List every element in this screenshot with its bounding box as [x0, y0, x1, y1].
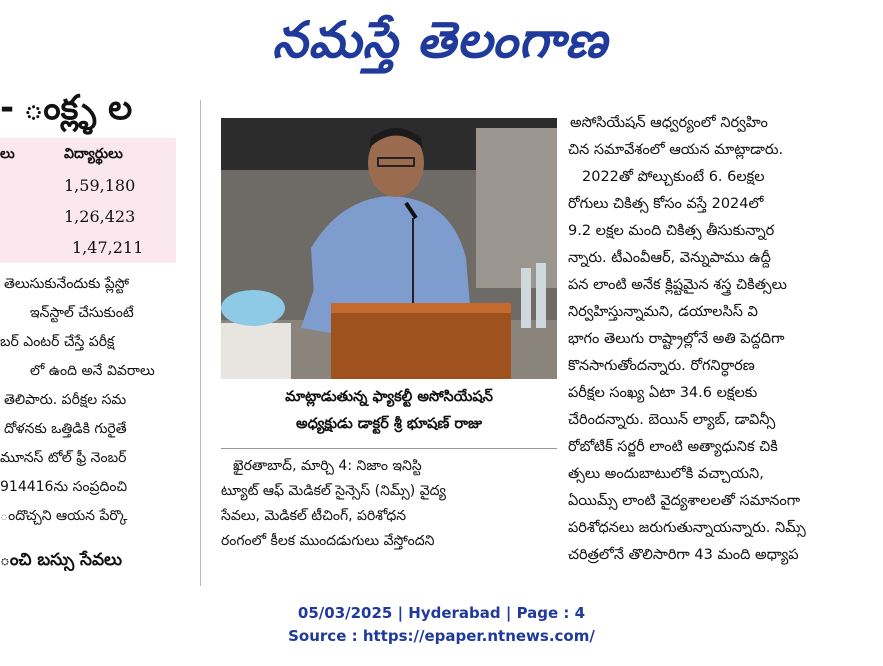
text-line: నిర్వహిస్తున్నామని, డయాలసిస్ వి: [568, 304, 758, 320]
text-line: తెలుసుకునేందుకు ప్లేస్టో: [4, 276, 129, 292]
text-line: చరిత్రలోనే తొలిసారిగా 43 మంది అధ్యాప: [568, 547, 799, 563]
stats-table: [0, 138, 176, 263]
text-line: తెలిపారు. పరీక్షల సమ: [4, 392, 127, 408]
text-line: రోబోటిక్ సర్జరీ లాంటి అత్యాధునిక చికి: [568, 439, 778, 455]
stats-row: [0, 176, 176, 202]
text-line: సేవలు, మెడికల్ టీచింగ్, పరిశోధన: [221, 508, 407, 524]
right-column: [568, 110, 838, 569]
page-footer: [0, 590, 883, 666]
text-line: ఖైరతాబాద్, మార్చి 4: నిజాం ఇనిస్టి: [233, 458, 422, 474]
text-line: త్సలు అందుబాటులోకి వచ్చాయని,: [568, 466, 764, 482]
middle-body-text: [221, 454, 557, 554]
text-line: రంగంలో కీలక ముందడుగులు వేస్తోందని: [221, 533, 435, 549]
text-line: పన లాంటి అనేక క్లిష్టమైన శస్త్ర చికిత్సలు: [568, 277, 787, 293]
caption-divider: [221, 448, 557, 449]
stats-col1-header: లు: [0, 146, 15, 162]
text-line: అసోసియేషన్ ఆధ్వర్యంలో నిర్వహిం: [570, 115, 768, 131]
text-line: న్నారు. టీఎంవీఆర్, వెన్నుపాము ఉద్దీ: [568, 250, 771, 266]
text-line: పరీక్షల సంఖ్య ఏటా 34.6 లక్షలకు: [568, 385, 758, 401]
left-subheading: ంచి బస్సు సేవలు: [0, 550, 122, 570]
text-line: భాగం తెలుగు రాష్ట్రాల్లోనే అతి పెద్దదిగా: [568, 331, 785, 347]
text-line: మూనస్ టోల్ ఫ్రీ నెంబర్: [0, 450, 127, 466]
text-line: చేరిందన్నారు. బెయిన్ ల్యాబ్, డావిన్సీ: [568, 412, 776, 428]
text-line: ఇన్‌స్టాల్ చేసుకుంటే: [30, 305, 134, 321]
text-line: ందొచ్చని ఆయన పేర్కొ: [0, 508, 128, 524]
text-line: రోగులు చికిత్స కోసం వస్తే 2024లో: [568, 196, 764, 212]
text-line: ఏయిమ్స్ లాంటి వైద్యశాలలతో సమానంగా: [568, 493, 801, 509]
stats-value: 1,59,180: [64, 176, 136, 195]
speaker-photo-illustration: [221, 118, 557, 379]
stats-col2-header: విద్యార్థులు: [64, 146, 123, 162]
stats-value: 1,47,211: [72, 238, 144, 257]
text-line: చిన సమావేశంలో ఆయన మాట్లాడారు.: [568, 142, 784, 158]
stats-row: [0, 207, 176, 233]
text-line: బర్ ఎంటర్ చేస్తే పరీక్ష: [0, 334, 115, 350]
text-line: 2022తో పోల్చుకుంటే 6. 6లక్షల: [582, 169, 765, 185]
column-divider: [200, 100, 201, 586]
caption-line2: అధ్యక్షుడు డాక్టర్ శ్రీ భూషణ్ రాజు: [296, 416, 482, 432]
left-body-text: [0, 270, 176, 531]
left-column: [0, 88, 196, 588]
text-line: లో ఉంది అనే వివరాలు: [30, 363, 155, 379]
stats-row: [0, 238, 176, 264]
left-heading: - ంక్ల్ళ ల: [0, 88, 133, 128]
news-photo: [221, 118, 557, 379]
text-line: 9.2 లక్షల మంది చికిత్స తీసుకున్నార: [568, 223, 775, 239]
text-line: కొనసాగుతోందన్నారు. రోగనిర్ధారణ: [568, 358, 755, 374]
caption-line1: మాట్లాడుతున్న ఫ్యాకల్టీ అసోసియేషన్: [285, 389, 493, 405]
masthead-title: నమస్తే తెలంగాణ: [272, 11, 608, 69]
text-line: పరిశోధనలు జరుగుతున్నాయన్నారు. నిమ్స్: [568, 520, 806, 536]
text-line: 914416ను సంప్రదించి: [0, 479, 128, 495]
text-line: దోళనకు ఒత్తిడికి గురైతే: [4, 421, 127, 437]
footer-date-line: 05/03/2025 | Hyderabad | Page : 4: [297, 604, 586, 622]
photo-caption: [221, 384, 557, 444]
stats-value: 1,26,423: [64, 207, 136, 226]
footer-source-link[interactable]: Source : https://epaper.ntnews.com/: [288, 627, 595, 645]
text-line: ట్యూట్ ఆఫ్ మెడికల్ సైన్సెస్ (నిమ్స్) వైద్య: [221, 483, 446, 499]
